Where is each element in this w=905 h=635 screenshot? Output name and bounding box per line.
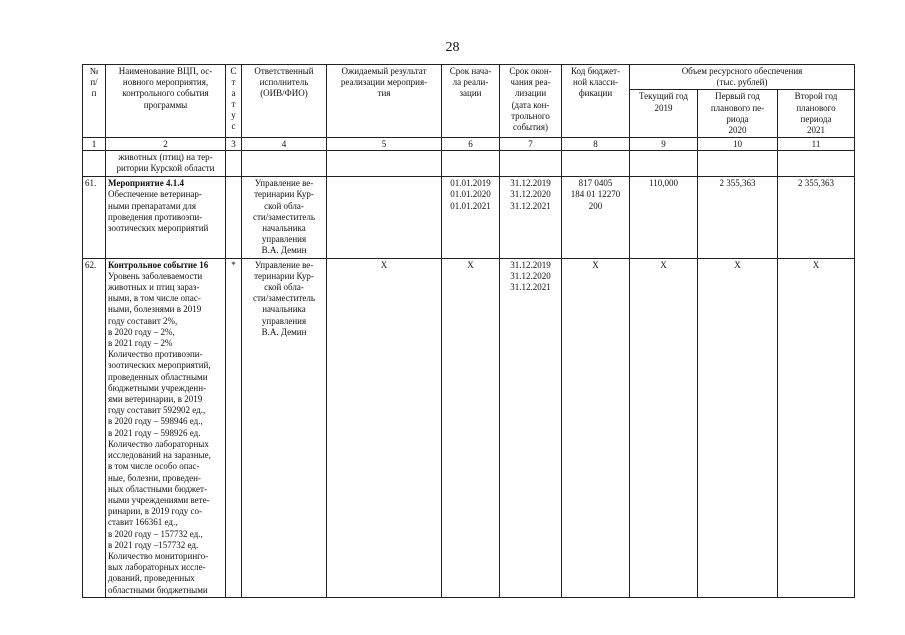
text-line: (дата кон- [511, 99, 550, 110]
header-end-date [500, 65, 562, 138]
text-line: планового [796, 102, 836, 113]
text-line: 31.12.2020 [510, 270, 551, 281]
text-line: с [231, 121, 236, 131]
text-line: управления [261, 234, 307, 245]
text-line: контрольного события [122, 88, 209, 99]
text-line: № [89, 66, 99, 76]
text-line: Ожидаемый результат [341, 66, 427, 76]
text-line: дований, проведенных [108, 573, 195, 584]
item-title: Контрольное событие 16 [108, 259, 209, 270]
text-line: 817 0405 [578, 178, 613, 189]
text-line: новного мероприятия, [122, 77, 209, 88]
header-current-year [630, 90, 698, 138]
text-line: 31.12.2019 [510, 259, 551, 270]
text-line: планового пе- [710, 102, 765, 113]
resource-table [82, 64, 855, 598]
text-line: (ОИВ/ФИО) [260, 88, 308, 99]
text-line: в 2021 году – 598926 ед. [108, 427, 201, 438]
text-line: Текущий год [639, 91, 688, 102]
column-number: 1 [83, 138, 106, 151]
column-number: 2 [106, 138, 226, 151]
budget-code [562, 177, 630, 258]
text-line: В.А. Демин [261, 245, 307, 256]
text-line: ла реали- [452, 77, 489, 88]
text-line: в 2021 году – 2% [108, 338, 173, 349]
text-line: проведенных областными [108, 371, 208, 382]
text-line: исполнитель [259, 77, 309, 88]
start-date: X [442, 258, 500, 597]
text-line: чания реа- [510, 77, 551, 88]
second-year-value: X [778, 258, 855, 597]
column-number: 11 [778, 138, 855, 151]
text-line: 2020 [728, 125, 747, 136]
text-line: животных и птиц зараз- [108, 282, 200, 293]
header-budget-code [562, 65, 630, 138]
text-line: 31.12.2020 [510, 189, 551, 200]
page-number: 28 [445, 40, 460, 55]
text-line: 31.12.2021 [510, 282, 551, 293]
text-line: Срок нача- [449, 66, 492, 76]
text-line: зоотических мероприятий, [108, 360, 211, 371]
text-line: Управление ве- [254, 178, 314, 189]
text-line: управления [261, 315, 307, 326]
text-line: п [91, 88, 97, 99]
first-year-value: X [698, 258, 778, 597]
text-line: в том числе особо опас- [108, 461, 200, 472]
text-line: областными бюджетными [108, 584, 208, 595]
text-line: ной класси- [572, 77, 619, 88]
text-line: теринарии Кур- [254, 270, 314, 281]
first-year-value: 2 355,363 [698, 177, 778, 258]
column-number: 10 [698, 138, 778, 151]
text-line: теринарии Кур- [254, 189, 314, 200]
text-line: 31.12.2019 [510, 178, 551, 189]
text-line: ями ветеринарии, в 2019 [108, 394, 203, 405]
text-line: сти/заместитель [253, 211, 315, 222]
text-line: Управление ве- [254, 259, 314, 270]
column-number: 7 [500, 138, 562, 151]
text-line: В.А. Демин [261, 326, 307, 337]
text-line: ных областными бюджет- [108, 483, 207, 494]
text-line: фикации [578, 88, 613, 99]
item-description [108, 189, 223, 234]
text-line: животных (птиц) на тер- [118, 152, 213, 163]
column-number: 3 [226, 138, 242, 151]
text-line: 01.01.2020 [450, 189, 491, 200]
text-line: риода [726, 113, 749, 124]
text-line: бюджетными учрежденн- [108, 382, 207, 393]
expected-result: X [327, 258, 442, 597]
text-line: 01.01.2019 [450, 178, 491, 189]
text-line: т [231, 99, 236, 109]
text-line: вых лабораторных иссле- [108, 562, 206, 573]
end-dates [500, 258, 562, 597]
text-line: в 2020 году – 598946 ед., [108, 416, 203, 427]
text-line: Второй год [794, 91, 838, 102]
text-line: периода [800, 113, 832, 124]
text-line: Количество лабораторных [108, 438, 209, 449]
column-number-row [83, 138, 855, 151]
end-dates [500, 177, 562, 258]
current-year-value: X [630, 258, 698, 597]
text-line: в 2021 году –157732 ед. [108, 539, 199, 550]
text-line: а [231, 88, 236, 98]
text-line: лизации [514, 88, 547, 99]
table-row [83, 177, 855, 258]
budget-code: X [562, 258, 630, 597]
text-line: ставит 166361 ед., [108, 517, 178, 528]
text-line: в 2020 году – 157732 ед., [108, 528, 203, 539]
item-description [108, 271, 223, 596]
text-line: 2021 [807, 125, 825, 136]
text-line: Объем ресурсного обеспечения [681, 66, 803, 76]
header-executor [242, 65, 327, 138]
text-line: п/ [90, 77, 98, 88]
item-cell [106, 258, 226, 597]
header-expected-result [327, 65, 442, 138]
table-row [83, 258, 855, 597]
text-line: Количество мониторинго- [108, 550, 209, 561]
text-line: С [230, 66, 237, 76]
text-line: события) [512, 122, 548, 133]
text-line: 200 [588, 200, 603, 211]
text-line: реализации мероприя- [340, 77, 428, 88]
text-line: трольного [511, 110, 550, 121]
text-line: Код бюджет- [570, 66, 621, 76]
text-line: зоотических мероприятий [108, 223, 209, 234]
continuation-row [83, 151, 855, 177]
column-number: 5 [327, 138, 442, 151]
column-number: 9 [630, 138, 698, 151]
text-line: ской обла- [264, 200, 304, 211]
header-start-date [442, 65, 500, 138]
header-no [83, 65, 106, 138]
item-cell [106, 177, 226, 258]
text-line: сти/заместитель [253, 293, 315, 304]
text-line: году составит 2%, [108, 315, 178, 326]
text-line: ными препаратами для [108, 200, 197, 211]
text-line: Наименование ВЦП, ос- [118, 66, 213, 76]
text-line: исследований на заразные, [108, 450, 211, 461]
row-number: 62. [83, 258, 106, 597]
text-line: 184 01 12270 [570, 189, 621, 200]
text-line: ными, болезнями в 2019 [108, 304, 202, 315]
current-year-value: 110,000 [630, 177, 698, 258]
header-resources [630, 65, 855, 90]
text-line: ритории Курской области [116, 163, 215, 174]
row-number: 61. [83, 177, 106, 258]
header-status [226, 65, 242, 138]
text-line: начальника [262, 304, 306, 315]
header-second-year [778, 90, 855, 138]
text-line: тия [377, 88, 391, 99]
text-line: ными, в том числе опас- [108, 293, 201, 304]
text-line: ринарии, в 2019 году со- [108, 506, 203, 517]
text-line: ской обла- [264, 282, 304, 293]
text-line: Первый год [715, 91, 760, 102]
text-line: зации [459, 88, 482, 99]
second-year-value: 2 355,363 [778, 177, 855, 258]
text-line: Срок окон- [509, 66, 552, 76]
text-line: т [231, 77, 236, 87]
text-line: (тыс. рублей) [716, 77, 768, 88]
text-line: Обеспечение ветеринар- [108, 189, 202, 200]
executor [242, 258, 327, 597]
executor [242, 177, 327, 258]
text-line: программы [143, 99, 188, 110]
text-line: году составит 592902 ед., [108, 405, 206, 416]
text-line: в 2020 году – 2%, [108, 326, 175, 337]
column-number: 4 [242, 138, 327, 151]
text-line: 2019 [654, 102, 673, 113]
text-line: Уровень заболеваемости [108, 270, 203, 281]
text-line: Ответственный [254, 66, 314, 76]
text-line: у [231, 110, 236, 120]
text-line: 01.01.2021 [450, 200, 491, 211]
start-dates [442, 177, 500, 258]
text-line: 31.12.2021 [510, 200, 551, 211]
text-line: начальника [262, 223, 306, 234]
header-first-year [698, 90, 778, 138]
text-line: проведения противоэпи- [108, 211, 203, 222]
continuation-text [106, 151, 226, 177]
column-number: 8 [562, 138, 630, 151]
text-line: ные, болезни, проведен- [108, 472, 201, 483]
text-line: ными учреждениями вете- [108, 494, 210, 505]
status-mark: * [226, 258, 242, 597]
column-number: 6 [442, 138, 500, 151]
item-title: Мероприятие 4.1.4 [108, 178, 184, 189]
text-line: Количество противоэпи- [108, 349, 203, 360]
header-name [106, 65, 226, 138]
